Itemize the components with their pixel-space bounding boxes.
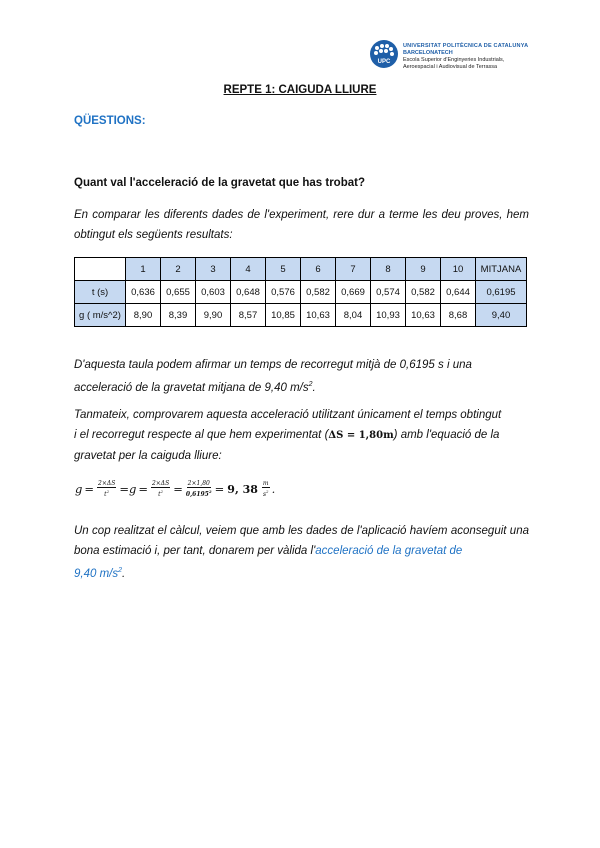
fraction-3 — [186, 480, 212, 498]
table-mean-cell: 0,6195 — [476, 281, 527, 304]
table-header-cell: 4 — [231, 258, 266, 281]
conclusion-end: . — [122, 567, 126, 580]
row-label: t (s) — [75, 281, 126, 304]
table-row-time — [75, 281, 527, 304]
table-cell: 10,93 — [371, 304, 406, 327]
table-header-cell: 3 — [196, 258, 231, 281]
conclusion-highlight-a: acceleració de la gravetat de — [315, 545, 463, 557]
den-exp: 2 — [106, 489, 110, 494]
unit-exp: 2 — [266, 489, 269, 494]
logo-university: UNIVERSITAT POLITÈCNICA DE CATALUNYA — [403, 43, 529, 49]
table-cell: 10,63 — [301, 304, 336, 327]
method-paragraph — [74, 405, 529, 466]
unit-num: m — [262, 480, 269, 487]
den-exp: 2 — [208, 489, 212, 494]
gravity-formula — [74, 480, 275, 498]
unit-fraction — [262, 480, 270, 498]
fraction-2 — [151, 480, 170, 498]
logo-city: BARCELONATECH — [403, 50, 453, 56]
conclusion-highlight-b: 9,40 m/s — [74, 567, 119, 580]
table-cell: 0,636 — [126, 281, 161, 304]
page-title: REPTE 1: CAIGUDA LLIURE — [223, 84, 377, 96]
den-exp: 2 — [160, 489, 164, 494]
logo-label: UPC — [377, 59, 391, 65]
table-header-cell: 2 — [161, 258, 196, 281]
logo-school-line1: Escola Superior d'Enginyeries Industrials, — [403, 57, 505, 63]
results-table — [74, 257, 527, 327]
fraction-3-num: 2×1,80 — [187, 480, 210, 487]
logo-school-line2: Aeroespacial i Audiovisual de Terrassa — [403, 64, 498, 70]
formula-g: g — [75, 482, 83, 496]
table-cell: 8,90 — [126, 304, 161, 327]
table-header-cell: 1 — [126, 258, 161, 281]
table-corner-cell — [75, 258, 126, 281]
distance-math: ΔS = 1,80m — [328, 430, 394, 441]
conclusion-text: Un cop realitzat el càlcul, veiem que amb les dades de l'aplicació havíem aconseguit una bona estimació i, per tant, donarem per vàlida l' — [74, 525, 529, 557]
fraction-1 — [97, 480, 116, 498]
method-line3: gravetat per la caiguda lliure: — [74, 450, 222, 462]
table-mean-cell: 9,40 — [476, 304, 527, 327]
table-cell: 0,582 — [301, 281, 336, 304]
table-cell: 9,90 — [196, 304, 231, 327]
formula-result: 9, 38 — [227, 482, 258, 496]
conclusion-paragraph — [74, 521, 529, 584]
table-cell: 8,68 — [441, 304, 476, 327]
table-cell: 0,644 — [441, 281, 476, 304]
period: . — [312, 381, 316, 394]
university-logo — [370, 40, 528, 71]
table-cell: 10,63 — [406, 304, 441, 327]
table-cell: 0,648 — [231, 281, 266, 304]
table-header-row — [75, 258, 527, 281]
logo-text-block — [403, 43, 528, 71]
result-line1: D'aquesta taula podem afirmar un temps de recorregut mitjà de 0,6195 s i una — [74, 359, 472, 371]
intro-paragraph: En comparar les diferents dades de l'experiment, rere dur a terme les deu proves, hem obtingut els següents resultats: — [74, 209, 529, 241]
fraction-1-num: 2×ΔS — [98, 480, 116, 487]
table-cell: 8,04 — [336, 304, 371, 327]
table-cell: 8,57 — [231, 304, 266, 327]
table-cell: 10,85 — [266, 304, 301, 327]
table-cell: 0,603 — [196, 281, 231, 304]
formula-eq5: = — [214, 482, 225, 496]
question-text: Quant val l'acceleració de la gravetat que has trobat? — [74, 177, 365, 189]
method-line2-start: i el recorregut respecte al que hem experimentat ( — [74, 429, 329, 441]
table-row-gravity — [75, 304, 527, 327]
fraction-2-num: 2×ΔS — [151, 480, 170, 487]
method-line1: Tanmateix, comprovarem aquesta acceleració utilitzant únicament el temps obtingut — [74, 409, 502, 421]
table-header-cell: 10 — [441, 258, 476, 281]
fraction-1-den: $t^2$ — [104, 489, 110, 498]
table-cell: 0,655 — [161, 281, 196, 304]
superscript: 2 — [308, 381, 313, 388]
table-header-mean: MITJANA — [476, 258, 527, 281]
formula-eq3: = — [138, 482, 148, 496]
table-header-cell: 9 — [406, 258, 441, 281]
table-cell: 0,576 — [266, 281, 301, 304]
result-line2: acceleració de la gravetat mitjana de 9,40 m/s — [74, 381, 309, 394]
formula-period: . — [271, 482, 276, 496]
table-header-cell: 6 — [301, 258, 336, 281]
table-cell: 8,39 — [161, 304, 196, 327]
row-label: g ( m/s^2) — [75, 304, 126, 327]
table-cell: 0,582 — [406, 281, 441, 304]
fraction-3-den: 0,6195$^2$ — [185, 489, 212, 498]
formula-eq2: =g — [119, 482, 137, 496]
result-paragraph — [74, 355, 529, 398]
formula-eq: = — [84, 482, 95, 496]
fraction-2-den: $t^2$ — [158, 489, 164, 498]
conclusion-sup: 2 — [118, 567, 123, 574]
table-header-cell: 5 — [266, 258, 301, 281]
table-cell: 0,669 — [336, 281, 371, 304]
table-header-cell: 7 — [336, 258, 371, 281]
formula-eq4: = — [173, 482, 183, 496]
upc-logo-icon — [370, 40, 398, 68]
table-header-cell: 8 — [371, 258, 406, 281]
method-line2-end: ) amb l'equació de la — [393, 429, 500, 441]
table-cell: 0,574 — [371, 281, 406, 304]
section-heading: QÜESTIONS: — [74, 115, 146, 127]
unit-den: $s^2$ — [262, 489, 269, 498]
